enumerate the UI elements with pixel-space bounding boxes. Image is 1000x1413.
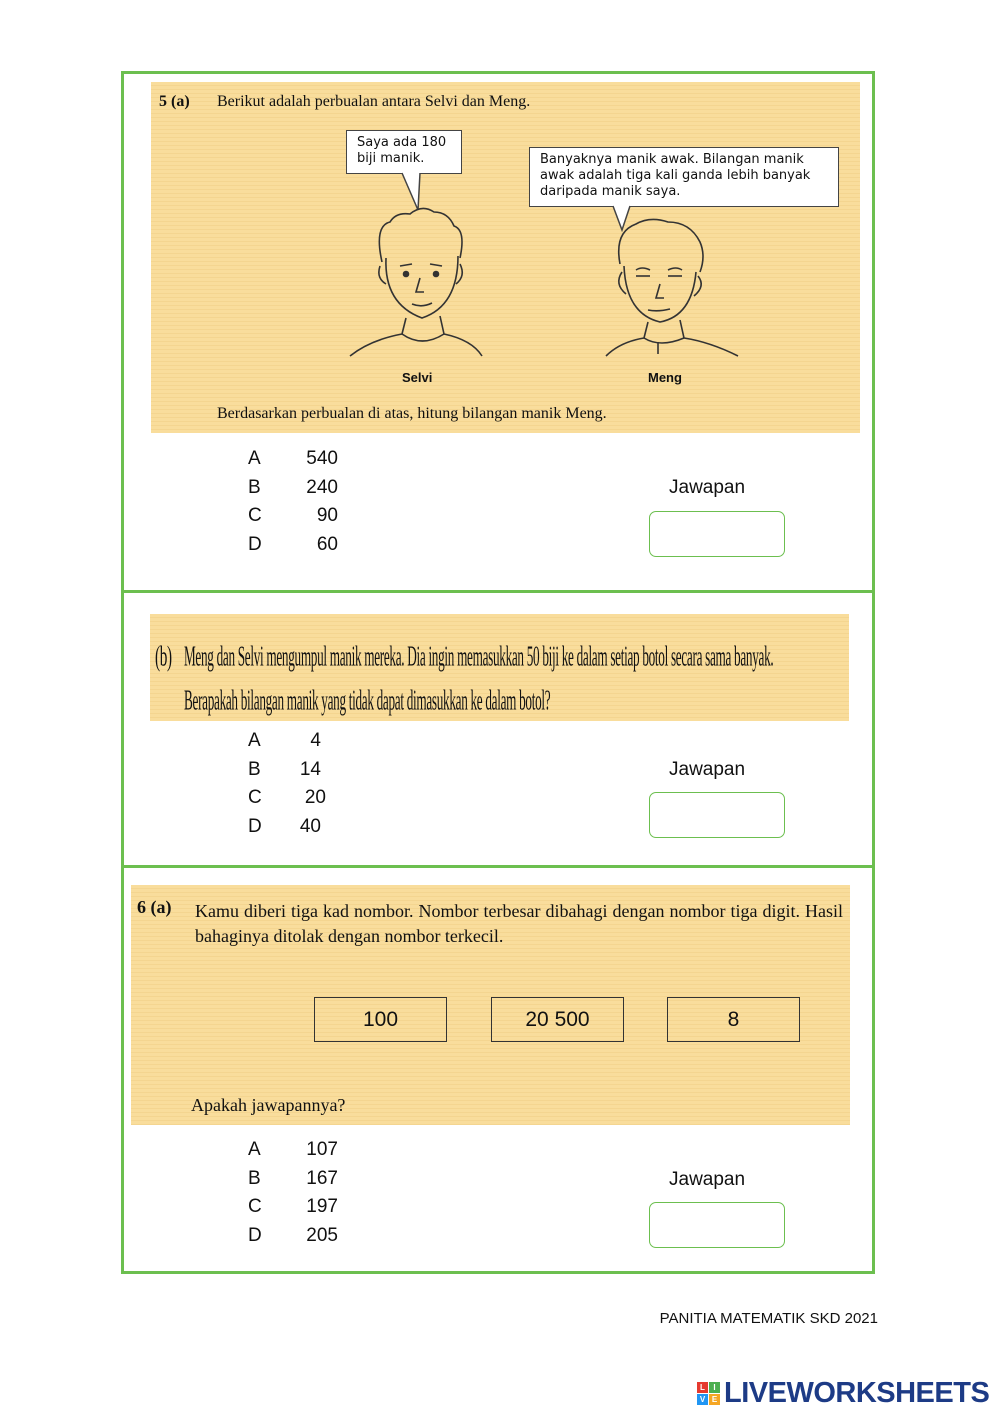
- q5a-intro: Berikut adalah perbualan antara Selvi dan Meng.: [217, 93, 531, 110]
- option-d: D 205: [248, 1225, 338, 1247]
- option-d: D 60: [248, 534, 338, 556]
- option-c: C 20: [248, 787, 326, 809]
- answer-label: Jawapan: [669, 1169, 746, 1190]
- q5b-answer-input[interactable]: [649, 792, 785, 838]
- section-divider: [121, 590, 875, 593]
- liveworksheets-brand[interactable]: [697, 1377, 989, 1410]
- logo-tile: V: [697, 1394, 708, 1405]
- conversation-illustration: [330, 126, 850, 390]
- meng-figure: [606, 219, 738, 356]
- q5a-question: Berdasarkan perbualan di atas, hitung bilangan manik Meng.: [217, 405, 607, 422]
- q6a-question: Apakah jawapannya?: [191, 1095, 346, 1115]
- brand-name: LIVEWORKSHEETS: [724, 1377, 990, 1409]
- selvi-label: Selvi: [402, 370, 433, 385]
- q5b-number: (b): [155, 640, 172, 672]
- footer-text: PANITIA MATEMATIK SKD 2021: [659, 1310, 878, 1327]
- meng-label: Meng: [648, 370, 682, 385]
- option-b: B 14: [248, 758, 321, 780]
- number-card: 8: [667, 997, 800, 1042]
- q5b-options: [248, 730, 326, 845]
- logo-tile: L: [697, 1382, 708, 1393]
- logo-tile: I: [709, 1382, 720, 1393]
- q6a-options: [248, 1139, 338, 1254]
- option-a: A 540: [248, 448, 338, 469]
- section-divider: [121, 865, 875, 868]
- answer-label: Jawapan: [669, 759, 746, 780]
- number-card: 100: [314, 997, 447, 1042]
- answer-label: Jawapan: [669, 477, 746, 498]
- selvi-figure: [350, 208, 482, 356]
- option-d: D 40: [248, 816, 321, 838]
- q5a-answer-input[interactable]: [649, 511, 785, 557]
- option-c: C 90: [248, 505, 338, 527]
- number-card: 20 500: [491, 997, 624, 1042]
- option-b: B 240: [248, 476, 338, 498]
- option-c: C 197: [248, 1196, 338, 1218]
- characters-drawing: [330, 126, 850, 390]
- logo-tile: E: [709, 1394, 720, 1405]
- speech-bubble-meng: Banyaknya manik awak. Bilangan manik awak adalah tiga kali ganda lebih banyak daripada manik saya.: [529, 147, 839, 207]
- q6a-number: 6 (a): [137, 897, 172, 917]
- option-a: A 107: [248, 1139, 338, 1160]
- q5b-line2: Berapakah bilangan manik yang tidak dapat dimasukkan ke dalam botol?: [184, 684, 551, 716]
- q5a-options: [248, 448, 338, 563]
- q6a-answer-input[interactable]: [649, 1202, 785, 1248]
- q5b-line1: Meng dan Selvi mengumpul manik mereka. Dia ingin memasukkan 50 biji ke dalam setiap botol secara sama banyak.: [184, 640, 774, 672]
- q6a-text: Kamu diberi tiga kad nombor. Nombor terbesar dibahagi dengan nombor tiga digit. Hasil bahaginya ditolak dengan nombor terkecil.: [195, 901, 843, 946]
- q5a-number: 5 (a): [159, 93, 190, 110]
- option-a: A 4: [248, 730, 321, 751]
- speech-bubble-selvi: Saya ada 180 biji manik.: [346, 130, 462, 174]
- option-b: B 167: [248, 1167, 338, 1189]
- liveworksheets-logo-icon: [697, 1382, 720, 1405]
